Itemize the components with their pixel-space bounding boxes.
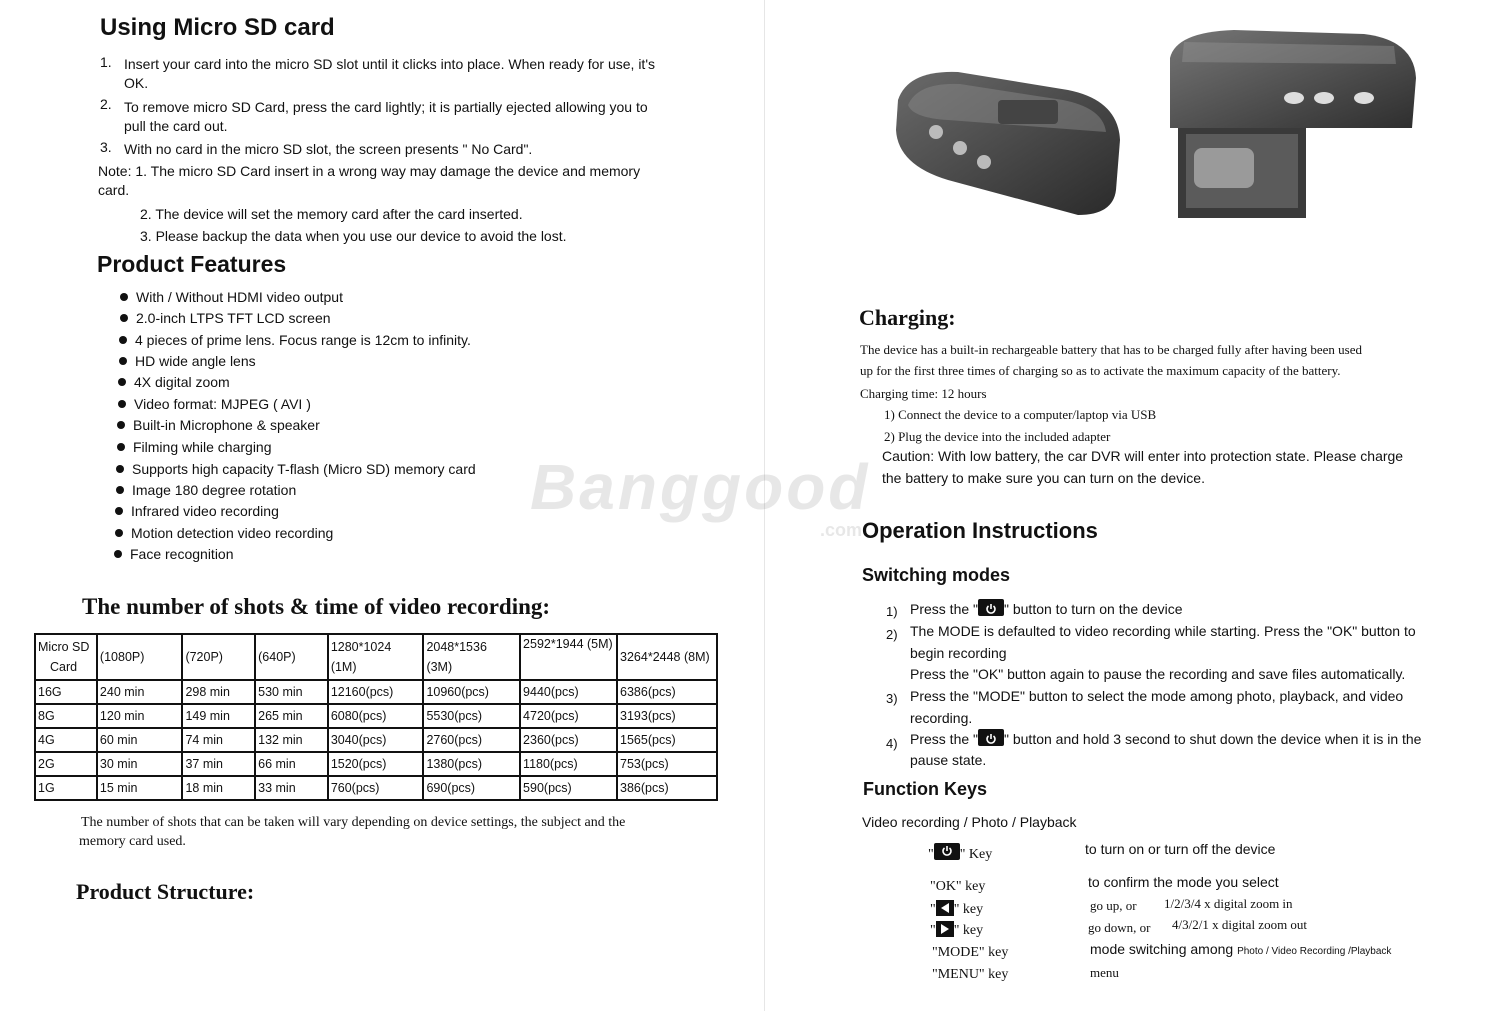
table-cell: 120 min <box>97 704 183 728</box>
right-page <box>768 0 1500 1011</box>
sd-step-2-num: 2. <box>100 96 112 112</box>
charging-step-2: 2) Plug the device into the included adapter <box>884 429 1111 444</box>
switch-step-3-num: 3) <box>886 691 898 706</box>
charging-line2: up for the first three times of charging so as to activate the maximum capacity of the battery. <box>860 363 1341 378</box>
table-row <box>35 776 717 800</box>
structure-title: Product Structure: <box>76 879 255 904</box>
power-icon <box>978 729 1004 746</box>
table-cell: 530 min <box>255 680 328 704</box>
table-cell: 74 min <box>182 728 255 752</box>
key-power-label: " " Key <box>928 846 992 864</box>
feature-item: Video format: MJPEG ( AVI ) <box>118 395 311 413</box>
table-cell: 1565(pcs) <box>617 728 717 752</box>
table-cell: 265 min <box>255 704 328 728</box>
shots-title: The number of shots & time of video recording: <box>82 594 551 619</box>
switch-step-1: Press the " " button to turn on the device <box>910 600 1183 619</box>
table-cell: 12160(pcs) <box>328 680 424 704</box>
switch-step-4-num: 4) <box>886 736 898 751</box>
table-cell: 2G <box>35 752 97 776</box>
table-cell: 10960(pcs) <box>423 680 520 704</box>
table-cell: 5530(pcs) <box>423 704 520 728</box>
shots-note-line1: The number of shots that can be taken will vary depending on device settings, the subject and the <box>81 815 626 830</box>
key-left-desc-a: go up, or <box>1090 898 1137 913</box>
table-cell: 132 min <box>255 728 328 752</box>
operation-title: Operation Instructions <box>862 518 1098 543</box>
table-cell: 760(pcs) <box>328 776 424 800</box>
switch-step-3-line1: Press the "MODE" button to select the mode among photo, playback, and video <box>910 688 1404 704</box>
table-row <box>35 680 717 704</box>
table-cell: 8G <box>35 704 97 728</box>
sd-note-line1: Note: 1. The micro SD Card insert in a wrong way may damage the device and memory <box>98 163 641 179</box>
table-cell: 4720(pcs) <box>520 704 617 728</box>
header-640p: (640P) <box>255 634 328 680</box>
header-card: Micro SD Card <box>35 634 97 680</box>
feature-item: Built-in Microphone & speaker <box>117 416 320 434</box>
charging-line1: The device has a built-in rechargeable battery that has to be charged fully after having been used <box>860 342 1362 357</box>
charging-step-1: 1) Connect the device to a computer/laptop via USB <box>884 407 1157 422</box>
function-keys-title: Function Keys <box>863 779 988 799</box>
feature-item: Image 180 degree rotation <box>116 481 296 499</box>
header-8m: 3264*2448 (8M) <box>617 634 717 680</box>
sd-step-3-num: 3. <box>100 139 112 155</box>
table-cell: 1G <box>35 776 97 800</box>
feature-item: Motion detection video recording <box>115 524 333 542</box>
sd-note-3: 3. Please backup the data when you use our device to avoid the lost. <box>140 228 567 244</box>
switch-step-2-line1: The MODE is defaulted to video recording while starting. Press the "OK" button to <box>910 623 1416 639</box>
feature-item: 4 pieces of prime lens. Focus range is 12cm to infinity. <box>119 331 471 349</box>
table-cell: 16G <box>35 680 97 704</box>
recording-table <box>34 633 718 801</box>
switch-step-4-line2: pause state. <box>910 752 987 768</box>
bullet-icon <box>119 357 127 365</box>
feature-item: Face recognition <box>114 545 234 563</box>
table-row <box>35 752 717 776</box>
feature-item: Filming while charging <box>117 438 272 456</box>
bullet-icon <box>116 465 124 473</box>
feature-item: Infrared video recording <box>115 502 279 520</box>
watermark-suffix: .com <box>820 520 863 540</box>
table-cell: 33 min <box>255 776 328 800</box>
table-cell: 60 min <box>97 728 183 752</box>
caution-line2: the battery to make sure you can turn on the device. <box>882 470 1205 486</box>
bullet-icon <box>120 314 128 322</box>
header-3m: 2048*1536 (3M) <box>423 634 520 680</box>
table-cell: 1180(pcs) <box>520 752 617 776</box>
charging-title: Charging: <box>859 305 956 330</box>
switch-step-2-line3: Press the "OK" button again to pause the recording and save files automatically. <box>910 666 1406 682</box>
bullet-icon <box>118 378 126 386</box>
header-1080p: (1080P) <box>97 634 183 680</box>
left-arrow-icon <box>936 900 954 916</box>
switching-title: Switching modes <box>862 565 1011 585</box>
caution-line1: Caution: With low battery, the car DVR will enter into protection state. Please charge <box>882 448 1404 464</box>
table-row <box>35 704 717 728</box>
bullet-icon <box>120 293 128 301</box>
table-cell: 4G <box>35 728 97 752</box>
device-closed-image <box>888 60 1128 220</box>
key-mode-desc: mode switching among Photo / Video Recording /Playback <box>1090 941 1392 957</box>
table-cell: 149 min <box>182 704 255 728</box>
key-right-desc-b: 4/3/2/1 x digital zoom out <box>1172 917 1308 932</box>
feature-item: 4X digital zoom <box>118 373 230 391</box>
table-cell: 690(pcs) <box>423 776 520 800</box>
switch-step-3-line2: recording. <box>910 710 973 726</box>
bullet-icon <box>115 529 123 537</box>
table-cell: 590(pcs) <box>520 776 617 800</box>
table-cell: 753(pcs) <box>617 752 717 776</box>
table-row <box>35 728 717 752</box>
sd-step-1-num: 1. <box>100 54 112 70</box>
header-720p: (720P) <box>182 634 255 680</box>
sd-step-2-line2: pull the card out. <box>124 118 228 134</box>
sd-note-line2: card. <box>98 182 130 198</box>
micro-sd-title: Using Micro SD card <box>100 14 335 41</box>
feature-item: HD wide angle lens <box>119 352 256 370</box>
key-menu-label: "MENU" key <box>932 967 1009 982</box>
key-mode-label: "MODE" key <box>932 945 1009 960</box>
sd-note-2: 2. The device will set the memory card after the card inserted. <box>140 206 523 222</box>
table-cell: 298 min <box>182 680 255 704</box>
sd-step-2-line1: To remove micro SD Card, press the card lightly; it is partially ejected allowing you to <box>124 99 648 115</box>
feature-item: Supports high capacity T-flash (Micro SD) memory card <box>116 460 476 478</box>
charging-time: Charging time: 12 hours <box>860 386 987 401</box>
power-icon <box>978 599 1004 616</box>
switch-step-2-line2: begin recording <box>910 645 1007 661</box>
bullet-icon <box>117 421 125 429</box>
switch-step-1-num: 1) <box>886 604 898 619</box>
table-cell: 3193(pcs) <box>617 704 717 728</box>
features-title: Product Features <box>97 251 287 277</box>
key-right-label: " " key <box>930 922 983 940</box>
key-right-desc-a: go down, or <box>1088 920 1151 935</box>
key-ok-label: "OK" key <box>930 879 986 894</box>
table-cell: 3040(pcs) <box>328 728 424 752</box>
sd-step-3-line1: With no card in the micro SD slot, the screen presents " No Card". <box>124 141 533 157</box>
key-left-desc-b: 1/2/3/4 x digital zoom in <box>1164 896 1293 911</box>
table-cell: 1380(pcs) <box>423 752 520 776</box>
bullet-icon <box>116 486 124 494</box>
key-left-label: " " key <box>930 901 983 919</box>
table-cell: 2360(pcs) <box>520 728 617 752</box>
sd-step-1-line2: OK. <box>124 75 149 91</box>
table-cell: 66 min <box>255 752 328 776</box>
table-cell: 9440(pcs) <box>520 680 617 704</box>
key-menu-desc: menu <box>1090 965 1119 980</box>
table-cell: 2760(pcs) <box>423 728 520 752</box>
switch-step-4-line1: Press the " " button and hold 3 second to shut down the device when it is in the <box>910 730 1421 749</box>
header-5m: 2592*1944 (5M) <box>520 634 617 680</box>
right-arrow-icon <box>936 921 954 937</box>
key-ok-desc: to confirm the mode you select <box>1088 874 1279 890</box>
table-cell: 386(pcs) <box>617 776 717 800</box>
table-cell: 6080(pcs) <box>328 704 424 728</box>
sd-step-1-line1: Insert your card into the micro SD slot until it clicks into place. When ready for use, it's <box>124 56 655 72</box>
function-keys-subtitle: Video recording / Photo / Playback <box>862 814 1077 830</box>
device-open-image <box>1164 28 1420 220</box>
table-cell: 15 min <box>97 776 183 800</box>
bullet-icon <box>119 336 127 344</box>
table-header-row <box>35 634 717 680</box>
bullet-icon <box>117 443 125 451</box>
table-cell: 6386(pcs) <box>617 680 717 704</box>
table-cell: 240 min <box>97 680 183 704</box>
table-cell: 1520(pcs) <box>328 752 424 776</box>
bullet-icon <box>115 507 123 515</box>
switch-step-2-num: 2) <box>886 627 898 642</box>
watermark: Banggood <box>530 451 871 523</box>
table-cell: 37 min <box>182 752 255 776</box>
feature-item: With / Without HDMI video output <box>120 288 343 306</box>
bullet-icon <box>118 400 126 408</box>
feature-item: 2.0-inch LTPS TFT LCD screen <box>120 309 331 327</box>
bullet-icon <box>114 550 122 558</box>
header-1m: 1280*1024 (1M) <box>328 634 424 680</box>
table-cell: 30 min <box>97 752 183 776</box>
power-icon <box>934 843 960 860</box>
shots-note-line2: memory card used. <box>79 834 186 849</box>
table-cell: 18 min <box>182 776 255 800</box>
key-power-desc: to turn on or turn off the device <box>1085 841 1276 857</box>
